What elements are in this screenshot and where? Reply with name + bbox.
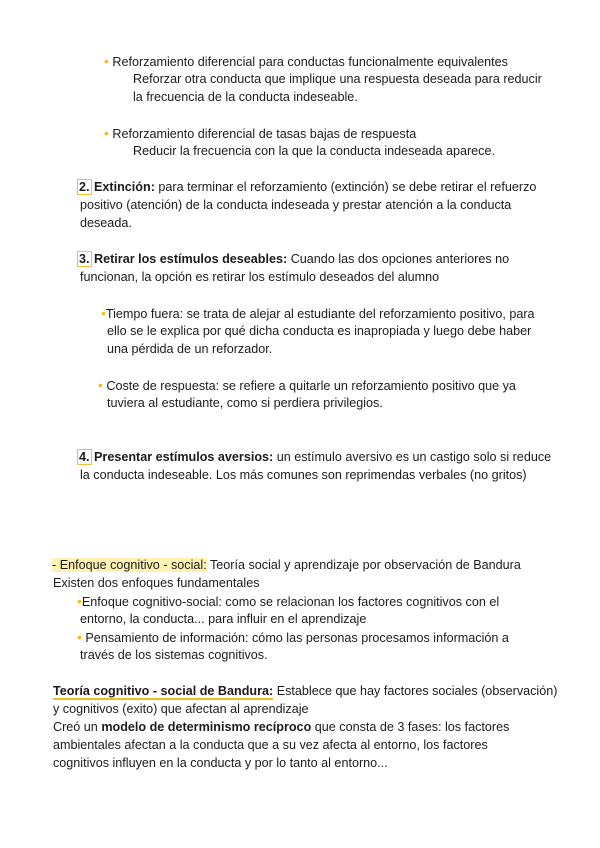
sub-bullet-coste-respuesta: • Coste de respuesta: se refiere a quitarle un reforzamiento positivo que ya: [98, 377, 516, 393]
bullet-reforzamiento-funcional: • Reforzamiento diferencial para conductas funcionalmente equivalentes: [104, 53, 508, 69]
bullet-pensamiento: • Pensamiento de información: cómo las personas procesamos información a: [77, 629, 509, 645]
item-number: 3.: [79, 252, 90, 266]
item-title: Presentar estímulos aversios:: [94, 450, 274, 464]
section-heading-enfoque: - Enfoque cognitivo - social: Teoría social y aprendizaje por observación de Bandura: [52, 558, 521, 572]
bullet-dot-icon: •: [77, 629, 82, 645]
underlined-title: Teoría cognitivo - social de Bandura:: [53, 684, 274, 698]
item-2-line-1: 2. Extinción: para terminar el reforzamiento (extinción) se debe retirar el refuerzo: [79, 180, 537, 194]
item-2-line-2: positivo (atención) de la conducta indeseada y prestar atención a la conducta: [80, 198, 512, 212]
bullet-dot-icon: •: [101, 305, 106, 321]
bullet-a-desc-2: la frecuencia de la conducta indeseable.: [133, 90, 358, 104]
bullet-enfoque-line-2: entorno, la conducta... para influir en el aprendizaje: [80, 612, 367, 626]
sub-bullet-tiempo-fuera: •Tiempo fuera: se trata de alejar al estudiante del reforzamiento positivo, para: [101, 305, 535, 321]
item-title: Retirar los estímulos deseables:: [94, 252, 288, 266]
item-number: 2.: [79, 180, 90, 194]
section-intro: Existen dos enfoques fundamentales: [53, 576, 260, 590]
paragraph-line-3: cognitivos influyen en la conducta y por lo tanto al entorno...: [53, 756, 388, 770]
bullet-dot-icon: •: [98, 377, 103, 393]
theory-title-line: Teoría cognitivo - social de Bandura: Establece que hay factores sociales (observación): [53, 684, 558, 698]
item-title: Extinción:: [94, 180, 155, 194]
item-3-line-1: 3. Retirar los estímulos deseables: Cuando las dos opciones anteriores no: [79, 252, 510, 266]
item-4-line-1: 4. Presentar estímulos aversios: un estímulo aversivo es un castigo solo si reduce: [79, 450, 552, 464]
sub-bullet-1-line-2: ello se le explica por qué dicha conducta es inapropiada y luego debe haber: [107, 324, 532, 338]
paragraph-line-2: ambientales afectan a la conducta que a su vez afecta al entorno, los factores: [53, 738, 488, 752]
theory-line-2: y cognitivos (exito) que afectan al aprendizaje: [53, 702, 309, 716]
bullet-dot-icon: •: [104, 53, 109, 69]
bullet-reforzamiento-tasas: • Reforzamiento diferencial de tasas bajas de respuesta: [104, 125, 417, 141]
bullet-pensamiento-line-2: través de los sistemas cognitivos.: [80, 648, 268, 662]
highlighted-heading: - Enfoque cognitivo - social:: [52, 558, 207, 572]
item-4-line-2: la conducta indeseable. Los más comunes son reprimendas verbales (no gritos): [80, 468, 527, 482]
item-number: 4.: [79, 450, 90, 464]
paragraph-modelo: Creó un modelo de determinismo recíproco que consta de 3 fases: los factores: [53, 720, 510, 734]
bullet-dot-icon: •: [104, 125, 109, 141]
item-2-line-3: deseada.: [80, 216, 132, 230]
sub-bullet-2-line-2: tuviera al estudiante, como si perdiera privilegios.: [107, 396, 383, 410]
bullet-dot-icon: •: [77, 593, 82, 609]
bullet-enfoque-cognitivo: •Enfoque cognitivo-social: como se relacionan los factores cognitivos con el: [77, 593, 500, 609]
sub-bullet-1-line-3: una pérdida de un reforzador.: [107, 342, 273, 356]
bullet-a-desc-1: Reforzar otra conducta que implique una respuesta deseada para reducir: [133, 72, 542, 86]
item-3-line-2: funcionan, la opción es retirar los estímulo deseados del alumno: [80, 270, 440, 284]
bold-term: modelo de determinismo recíproco: [101, 720, 312, 734]
bullet-b-desc: Reducir la frecuencia con la que la conducta indeseada aparece.: [133, 144, 495, 158]
